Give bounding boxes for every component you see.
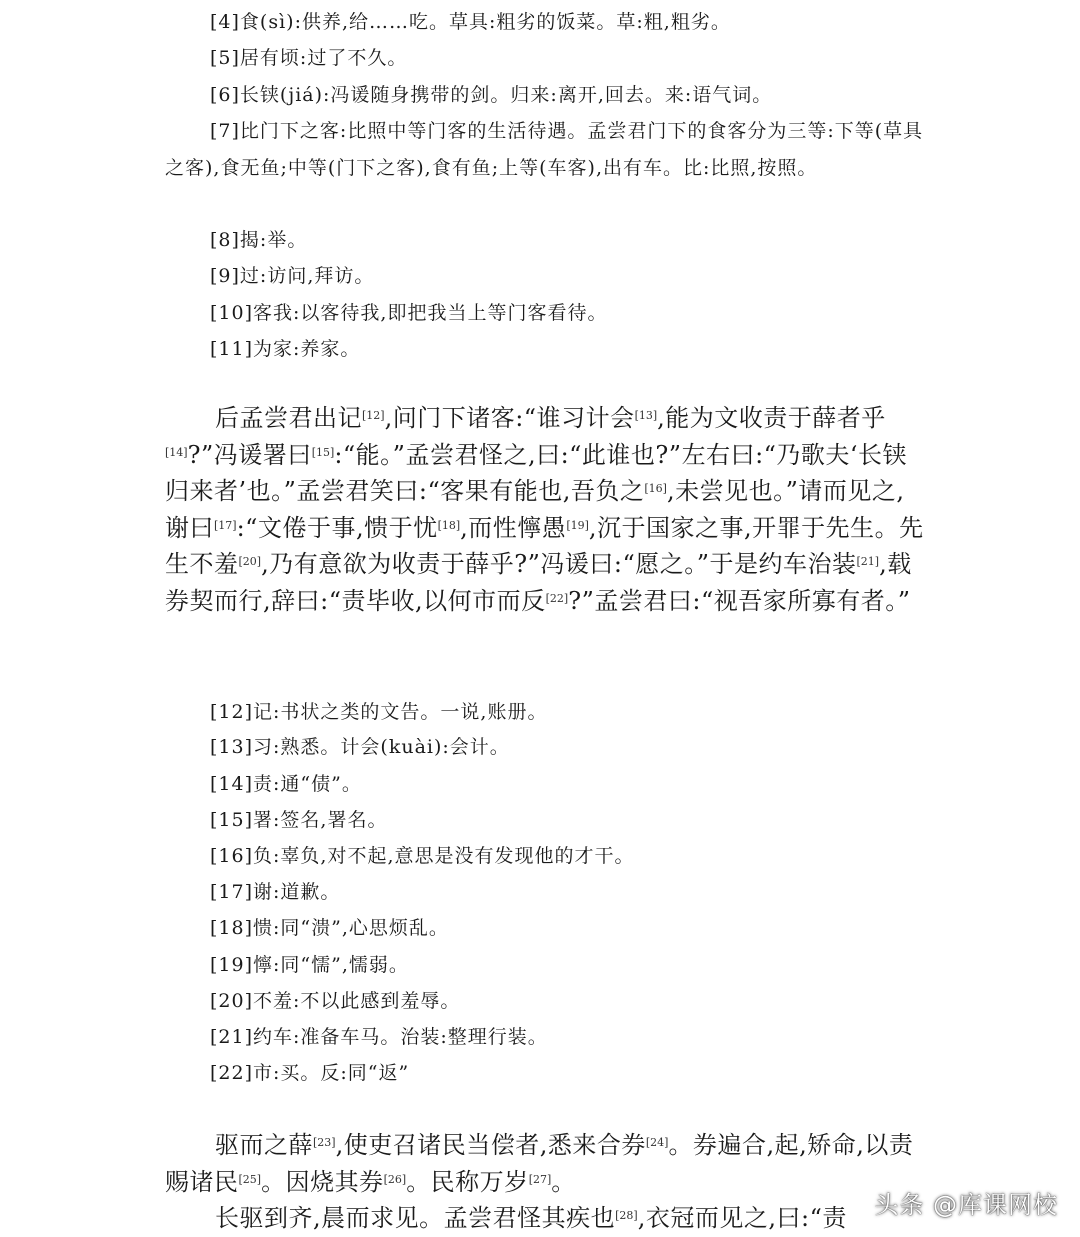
footnote-ref: [12]	[362, 409, 385, 422]
footnote-16: [16]负:辜负,对不起,意思是没有发现他的才干。	[210, 845, 635, 867]
footnote-ref: [22]	[545, 591, 569, 605]
footnote-ref: [20]	[238, 555, 262, 568]
footnote-ref: [27]	[528, 1172, 552, 1186]
footnote-12: [12]记:书状之类的文告。一说,账册。	[210, 701, 548, 723]
footnote-9: [9]过:访问,拜访。	[210, 265, 375, 287]
paragraph-text: ,能为文收责于薛者乎	[657, 404, 886, 432]
footnote-19: [19]懧:同“懦”,懦弱。	[210, 954, 409, 976]
footnote-22: [22]市:买。反:同“返”	[210, 1062, 410, 1084]
footnote-ref: [19]	[566, 518, 589, 532]
footnote-ref: [18]	[437, 518, 461, 532]
footnote-ref: [24]	[645, 1136, 669, 1149]
footnote-ref: [25]	[238, 1172, 262, 1186]
paragraph-text: 驱而之薛	[215, 1131, 313, 1159]
paragraph-text: 后孟尝君出记	[215, 404, 362, 432]
footnote-17: [17]谢:道歉。	[210, 881, 341, 903]
footnote-7-text: [7]比门下之客:比照中等门客的生活待遇。孟尝君门下的食客分为三等:下等(草具之客),食无鱼;中等(门下之客),食有鱼;上等(车客),出有车。比:比照,按照。	[165, 120, 924, 179]
footnote-6: [6]长铗(jiá):冯谖随身携带的剑。归来:离开,回去。来:语气词。	[210, 84, 773, 106]
footnote-ref: [17]	[214, 518, 237, 532]
footnote-ref: [13]	[634, 409, 658, 422]
paragraph-text: :“文倦于事,愦于忧	[236, 513, 438, 542]
paragraph-text: ,载券契而行,辞曰:“责毕收,以何市而反	[165, 550, 912, 615]
paragraph-text: ,而性懧愚	[460, 513, 567, 542]
body-paragraph-1	[165, 400, 925, 619]
footnote-5: [5]居有顷:过了不久。	[210, 47, 408, 69]
watermark: 头条 @库课网校	[874, 1191, 1058, 1219]
paragraph-text: ,使吏召诸民当偿者,悉来合券	[335, 1131, 646, 1159]
footnote-18: [18]愦:同“溃”,心思烦乱。	[210, 917, 449, 939]
footnote-ref: [21]	[856, 555, 880, 568]
paragraph-text: 。民称万岁	[406, 1167, 529, 1196]
footnote-21: [21]约车:准备车马。治装:整理行装。	[210, 1026, 548, 1048]
paragraph-text: ,未尝见也。”请而见之,谢曰	[165, 477, 905, 542]
footnote-ref: [26]	[383, 1172, 407, 1186]
paragraph-text: ,问门下诸客:“谁习计会	[384, 404, 635, 432]
footnote-14: [14]责:通“债”。	[210, 773, 362, 795]
paragraph-text: 长驱到齐,晨而求见。孟尝君怪其疾也	[215, 1204, 616, 1232]
paragraph-text: 。	[551, 1167, 576, 1196]
paragraph-text: 。因烧其券	[261, 1167, 384, 1196]
paragraph-text: 。券遍合,起,矫命,以责赐诸民	[165, 1131, 914, 1196]
footnote-7	[165, 113, 925, 187]
footnote-ref: [23]	[313, 1136, 336, 1149]
paragraph-text: ?”冯谖署曰	[187, 440, 312, 469]
footnote-ref: [16]	[644, 482, 667, 495]
footnote-13: [13]习:熟悉。计会(kuài):会计。	[210, 736, 510, 758]
footnote-ref: [14]	[165, 445, 188, 459]
footnote-20: [20]不羞:不以此感到羞辱。	[210, 990, 461, 1012]
footnote-10: [10]客我:以客待我,即把我当上等门客看待。	[210, 302, 608, 324]
paragraph-text: ,沉于国家之事,开罪于先生。先生不羞	[165, 513, 924, 578]
footnote-15: [15]署:签名,署名。	[210, 809, 388, 831]
footnote-4: [4]食(sì):供养,给……吃。草具:粗劣的饭菜。草:粗,粗劣。	[210, 11, 731, 33]
footnote-11: [11]为家:养家。	[210, 338, 361, 360]
paragraph-text: :“能。”孟尝君怪之,曰:“此谁也?”左右曰:“乃歌夫‘长铗归来者’也。”孟尝君笑曰:“客果有能也,吾负之	[165, 440, 908, 505]
paragraph-text: ,衣冠而见之,曰:“责	[637, 1204, 847, 1232]
footnote-8: [8]揭:举。	[210, 229, 308, 251]
paragraph-text: ?”孟尝君曰:“视吾家所寡有者。”	[568, 586, 911, 615]
paragraph-text: ,乃有意欲为收责于薛乎?”冯谖曰:“愿之。”于是约车治装	[261, 550, 857, 578]
footnote-ref: [28]	[615, 1209, 638, 1222]
footnote-ref: [15]	[311, 445, 335, 459]
body-paragraph-2	[165, 1127, 925, 1200]
body-paragraph-3	[165, 1200, 925, 1237]
